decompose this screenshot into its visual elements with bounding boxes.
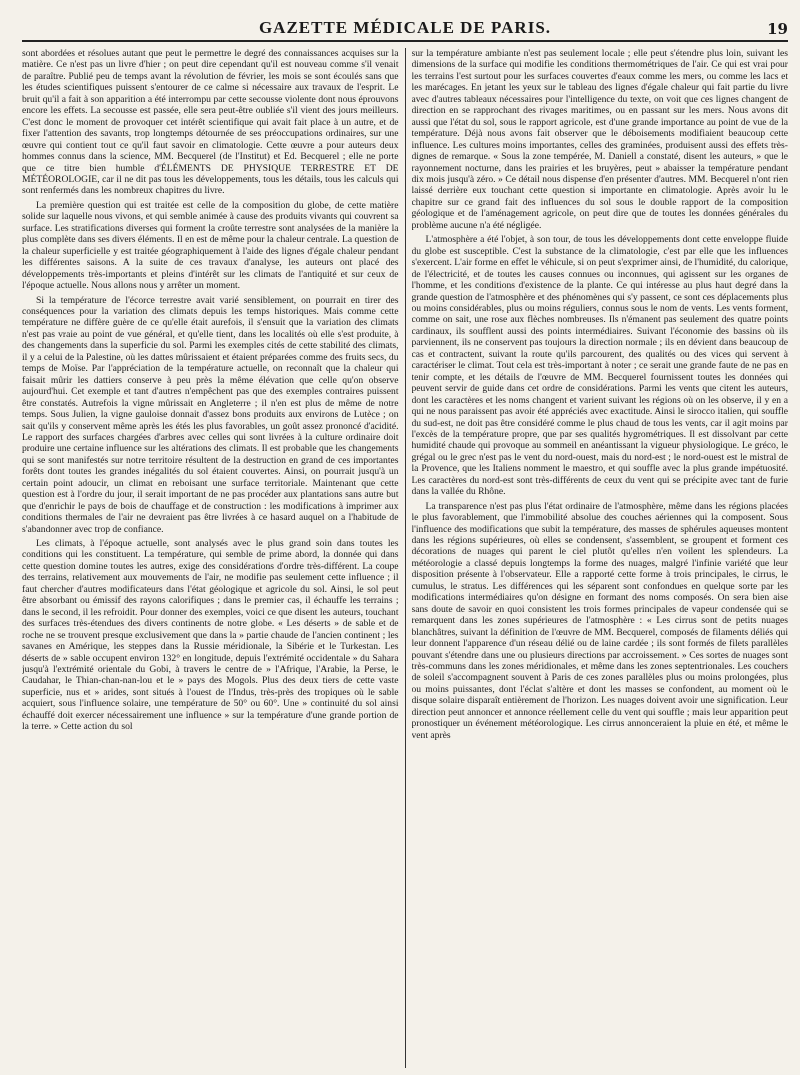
paragraph: Les climats, à l'époque actuelle, sont analysés avec le plus grand soin dans toutes les conditions qui les constituent. La température, qui semble de prime abord, la donnée qui dans cette question domine toutes les autres, exige des considérations d'ordre très-différent. La coupe des terrains, relativement aux mouvements de l'air, ne modifie pas seulement cette influence ; il faut chercher d'autres modificateurs dans l'état géologique et agricole du sol. Ainsi, le sol peut être absorbant ou émissif des rayons calorifiques ; dans le premier cas, il échauffe les terrains ; dans le second, il les refroidit. Pour donner des exemples, voici ce que disent les auteurs, touchant des surfaces très-étendues des divers continents de notre globe. « Les déserts » de sable et de roche ne se trouvent presque exclusivement que dans la » partie chaude de l'ancien continent ; les savanes en Amérique, les steppes dans la Russie méridionale, la Sibérie et le Turkestan. Les déserts de » sable occupent environ 132° en longitude, depuis l'extrémité occidentale » du Sahara jusqu'à l'extrémité orientale du Gobi, à travers le centre de » l'Afrique, l'Arabie, la Perse, le Caudahar, le Thian-chan-nan-lou et le » pays des Mogols. Plus des deux tiers de cette vaste superficie, nus et » arides, sont situés à l'ouest de l'Indus, très-près des tropiques où le sable acquiert, sous l'influence solaire, une température de 50° ou 60°. Une » continuité du sol ainsi échauffé doit exercer nécessairement une influence » sur la température d'une grande portion de la terre. » Cette action du sol (22, 538, 399, 733)
paragraph: La transparence n'est pas plus l'état ordinaire de l'atmosphère, même dans les régions placées le plus favorablement, que l'immobilité absolue des couches aériennes qui la composent. Sous l'influence des modifications que subit la température, des masses de sphérules aqueuses montent dans les régions supérieures, où elles se condensent, s'assemblent, se groupent et forment ces décorations de nuages qui parent le ciel plutôt qu'elles n'en voilent les splendeurs. La météorologie a classé depuis longtemps la forme des nuages, malgré l'infinie variété que leur disposition présente à l'observateur. Elle a rapporté cette forme à trois principales, le cirrus, le cumulus, le stratus. Les différences qui les séparent sont confondues en quelque sorte par les modifications intermédiaires qu'on désigne en formant des noms composés. On sera bien aise sans doute de savoir en quoi consistent les trois formes principales de vapeur condensée qui se remarquent dans les zones supérieures de l'atmosphère : « Les cirrus sont de petits nuages blanchâtres, suivant la définition de l'œuvre de MM. Becquerel, composés de filaments déliés qui leur donnent l'apparence d'un réseau délié ou de laine cardée ; ils sont formés de filets parallèles pouvant s'étendre dans une ou plusieurs directions par accroissement. » Ces sortes de nuages sont très-communs dans les zones méridionales, et même dans les zones septentrionales. Les couchers de soleil s'accompagnent souvent à Paris de ces zones parallèles plus ou moins prolongées, plus ou moins puissantes, dont l'éclat s'altère et dont les masses se confondent, au moment où le disque solaire disparaît entièrement de l'horizon. Les nuages doivent avoir une signification. Leur direction peut annoncer et annonce réellement celle du vent qui souffle ; mais leur apparition peut pronostiquer un événement météorologique. Les cirrus annonceraient la pluie en été, et même le vent après (411, 500, 788, 741)
article-columns (22, 48, 788, 1068)
left-column (22, 48, 399, 1068)
paragraph: L'atmosphère a été l'objet, à son tour, de tous les développements dont cette enveloppe fluide du globe est susceptible. C'est la substance de la climatologie, c'est par elle que les influences s'exercent. L'air forme en effet le véhicule, si on peut s'exprimer ainsi, de l'humidité, du calorique, de l'électricité, et de toutes les causes connues ou inconnues, qui agissent sur les organes de l'homme, et les conditions d'existence de la plante. Ce qui intéresse au plus haut degré dans la grande question de l'atmosphère et des phénomènes qui s'y passent, ce sont ces déplacements plus ou moins considérables, plus ou moins réguliers, connus sous le nom de vents. Les vents forment, comme on sait, une rose aux flèches nombreuses. Ils n'émanent pas seulement des quatre points cardinaux, ils soufflent aussi des points intermédiaires. Suivant l'économie des bassins où ils parviennent, ils ne conservent pas toujours la direction normale ; ils en dévient dans beaucoup de cas et contractent, suivant la route qu'ils parcourent, des qualités ou des vices qui servent à caractériser le climat. Tout cela est très-important à noter ; ce serait une grande faute de ne pas en tenir compte, et les détails de l'œuvre de MM. Becquerel fournissent toutes les données qui peuvent servir de guide dans cet ordre de considérations. Parmi les vents que citent les auteurs, dont les caractères et les noms changent et varient suivant les régions où on les observe, il y en a qui ne nous paraissent pas avoir été appréciés avec exactitude. Ainsi le sirocco italien, qui souffle du sud-est, ne doit pas être considéré comme le plus chaud de tous les vents, car il agit moins par l'excès de la température propre, que par ses qualités hygrométriques. Il est dissolvant par cette humidité chaude qui provoque au sommeil en anéantissant la vigueur physiologique. Le gréco, le grégal ou le grec n'est pas le vent du nord-ouest, mais du nord-est ; le nord-ouest est le mistral de la Provence, que les Italiens nomment le maestro, et qui souffle avec la plus grande impétuosité. Les caractères du nord-est sont très-différents de ceux du vent qui se précipite avec tant de furie dans la vallée du Rhône. (411, 234, 788, 498)
paragraph: sur la température ambiante n'est pas seulement locale ; elle peut s'étendre plus loin, suivant les dimensions de la surface qui modifie les conditions thermométriques de l'air. Ce qui est vrai pour les terrains l'est surtout pour les surfaces couvertes d'eaux comme les mers, ou comme les lacs et les marécages. En jetant les yeux sur le tableau des lignes d'égale chaleur qui fait partie du livre avec d'autres tableaux nécessaires pour l'intelligence du texte, on voit que ces lignes changent de direction en se rapprochant des rivages maritimes, ou en passant sur les mers. Nous avons dit aussi que l'état du sol, sous le rapport agricole, est d'une grande importance au point de vue de la température. Déjà nous avons fait observer que le déboisements modifiaient beaucoup cette influence. Les cultures moins importantes, celles des graminées, produisent aussi des effets très-dignes de remarque. « Sous la zone tempérée, M. Daniell a constaté, disent les auteurs, » que le rayonnement nocturne, dans les prairies et les bruyères, peut » abaisser la température pendant dix mois jusqu'à zéro. » Ce détail nous dispense d'en présenter d'autres. MM. Becquerel n'ont rien laissé derrière eux touchant cette question si importante en climatologie. Après avoir lu le chapitre sur ce grand fait des influences du sol sous le double rapport de la composition géologique et de l'aménagement agricole, on peut dire que de toutes les données générales du problème aucune n'a été négligée. (411, 48, 788, 231)
column-divider (405, 48, 406, 1068)
page-header (22, 8, 788, 42)
journal-title: GAZETTE MÉDICALE DE PARIS. (258, 18, 552, 37)
paragraph: sont abordées et résolues autant que peut le permettre le degré des connaissances acquises sur la matière. Ce n'est pas un livre d'hier ; on peut dire cependant qu'il est nouveau comme s'il venait de paraître. Publié peu de temps avant la révolution de février, les mois se sont écoulés sans que les études scientifiques puissent s'entourer de ce calme si nécessaire aux travaux de l'esprit. Le bruit qu'il a fait à son apparition a été interrompu par cette secousse violente dont nous éprouvons encore les effets. La secousse est passée, elle sera peut-être oubliée s'il vient des jours meilleurs. C'est donc le moment de provoquer cet intérêt scientifique qui avait fait place à un autre, et de fixer l'attention des savants, trop longtemps détournée de ses préoccupations ordinaires, sur une œuvre qui contient tout ce qu'il faut savoir en climatologie. Cette œuvre a pour auteurs deux hommes connus dans la science, MM. Becquerel (de l'Institut) et Ed. Becquerel ; elle ne porte que ce titre bien humble d'ÉLÉMENTS DE PHYSIQUE TERRESTRE ET DE MÉTÉOROLOGIE, car il ne dit pas tous les développements, tous les détails, tous les calculs qui sont renfermés dans les nombreux chapitres du livre. (22, 48, 399, 197)
paragraph: La première question qui est traitée est celle de la composition du globe, de cette matière solide sur laquelle nous vivons, et qui semble animée à cause des produits vivants qui couvrent sa surface. Les stratifications diverses qui forment la croûte terrestre sont analysées de la manière la plus complète dans ses divers éléments. Il en est de même pour la chaleur centrale. La question de la chaleur superficielle y est traitée géographiquement à l'aide des lignes d'égale chaleur pendant les différentes saisons. A la suite de ces travaux d'analyse, les auteurs ont placé des développements très-importants et pleins d'intérêt sur les climats de l'antiquité et sur ceux de l'époque actuelle. Nous allons nous y arrêter un moment. (22, 199, 399, 292)
page-number: 19 (767, 20, 788, 38)
paragraph: Si la température de l'écorce terrestre avait varié sensiblement, on pourrait en tirer des conséquences pour la variation des climats depuis les temps historiques. Mais comme cette température ne diffère guère de ce qu'elle était aurefois, il s'ensuit que la variation des climats n'est pas vraie au point de vue général, et qu'elle tient, dans les localités où elle s'est produite, à des changements dans la superficie du sol. Parmi les exemples cités de cette stabilité des climats, il y a celui de la Palestine, où les dattes mûrissaient et étaient préparées comme des fruits secs, du temps de Moïse. Par l'appréciation de la température actuelle, on reconnaît que la chaleur qui faisait mûrir les dattiers conserve à peu près la même élévation que celle qu'on observe aujourd'hui. Cet exemple et tant d'autres n'empêchent pas que des exemples contraires puissent être constatés. Autrefois la vigne mûrissait en Angleterre ; il n'en est plus de même de notre temps. Sous Julien, la vigne gauloise donnait d'assez bons produits aux environs de Lutèce ; on sait qu'ils y conservent même après les étés les plus favorables, un goût assez prononcé d'acidité. Le rapport des surfaces chargées d'arbres avec celles qui sont livrées à la culture ordinaire doit produire une certaine influence sur les altérations des climats. Il est probable que les changements qui se sont manifestés sur notre territoire résultent de la destruction en grand de ces importantes forêts dont toutes les grandes inégalités du sol étaient couvertes. Ainsi, on pourrait jusqu'à un certain point adoucir, un climat en reboisant une surface territoriale. Maintenant que cette question est à l'ordre du jour, il serait important de ne pas procéder aux plantations sans autre but que d'enrichir le pays de bois de chauffage et de construction : les modifications à imprimer aux conditions thermales de l'air ne devraient pas être livrées à ce hasard auquel on a l'habitude de s'abandonner avec trop de confiance. (22, 294, 399, 535)
right-column (412, 48, 789, 1068)
